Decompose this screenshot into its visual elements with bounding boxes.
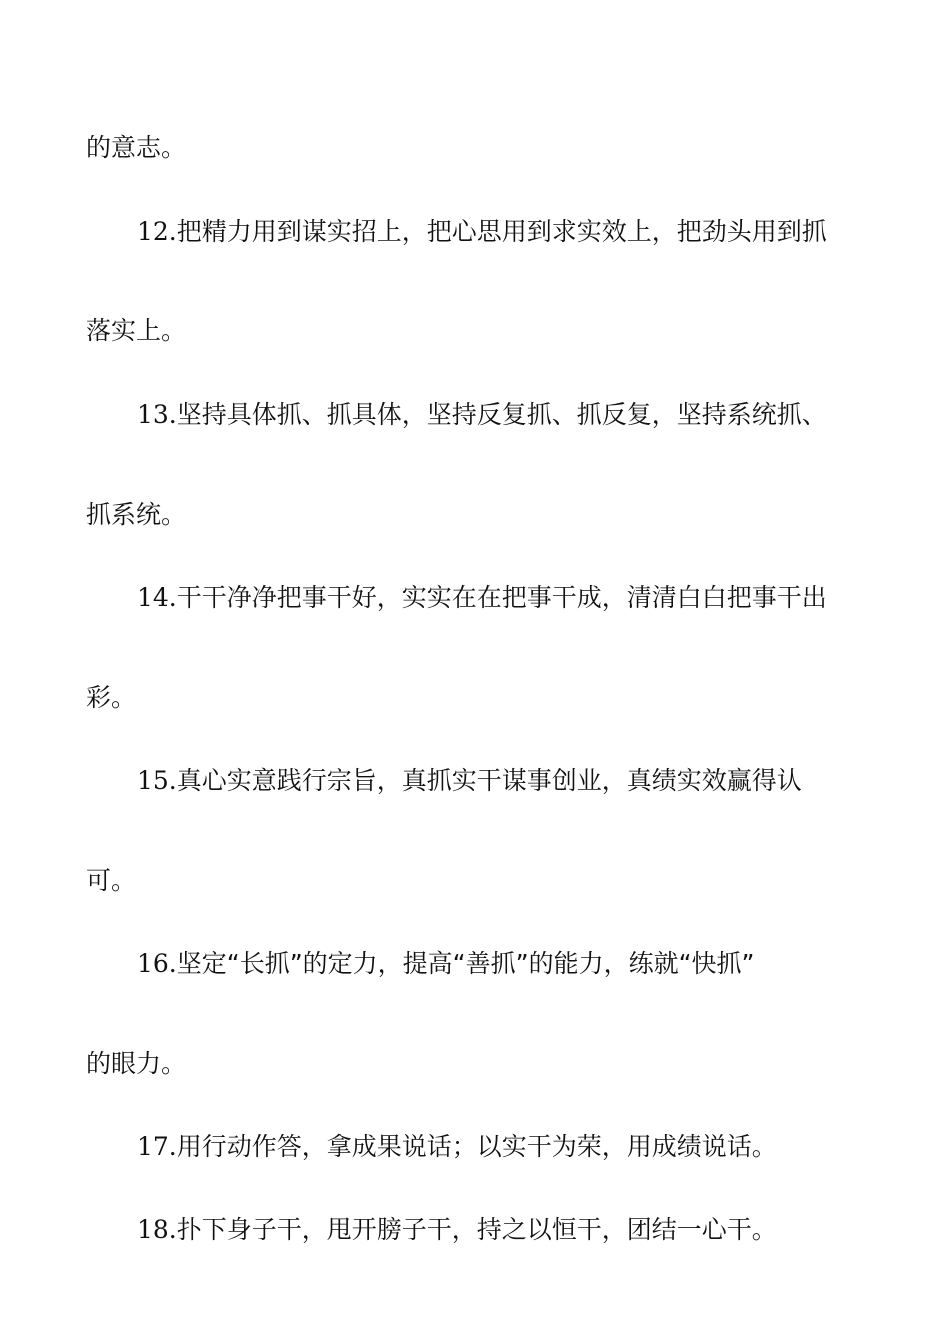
item-18-line [137,1213,870,1247]
line-text: 干干净净把事干好，实实在在把事干成，清清白白把事干出 [176,583,827,612]
item-number: 14. [137,583,177,612]
line-text: 坚定“长抓”的定力，提高“善抓”的能力，练就“快抓” [176,949,755,978]
item-number: 12. [137,217,177,246]
line-text: 的意志。 [86,133,187,162]
item-number: 13. [137,400,177,429]
line-text: 抓系统。 [86,500,187,529]
item-15-line-2 [86,864,870,898]
item-16-line-2 [86,1047,870,1081]
item-16-line-1 [137,947,870,981]
item-number: 17. [137,1132,177,1161]
line-text: 可。 [86,866,137,895]
item-15-line-1 [137,764,870,798]
item-number: 16. [137,949,177,978]
line-text: 彩。 [86,683,137,712]
line-text: 的眼力。 [86,1049,187,1078]
item-number: 18. [137,1215,177,1244]
item-13-line-1 [137,398,870,432]
item-17-line [137,1130,870,1164]
text-line [86,131,870,165]
line-text: 扑下身子干，甩开膀子干，持之以恒干，团结一心干。 [176,1215,777,1244]
item-13-line-2 [86,498,870,532]
item-12-line-2 [86,314,870,348]
line-text: 把精力用到谋实招上，把心思用到求实效上，把劲头用到抓 [176,217,827,246]
line-text: 落实上。 [86,316,187,345]
line-text: 坚持具体抓、抓具体，坚持反复抓、抓反复，坚持系统抓、 [176,400,827,429]
line-text: 真心实意践行宗旨，真抓实干谋事创业，真绩实效赢得认 [176,766,802,795]
item-12-line-1 [137,215,870,249]
line-text: 用行动作答，拿成果说话；以实干为荣，用成绩说话。 [176,1132,777,1161]
item-14-line-1 [137,581,870,615]
item-number: 15. [137,766,177,795]
item-14-line-2 [86,681,870,715]
